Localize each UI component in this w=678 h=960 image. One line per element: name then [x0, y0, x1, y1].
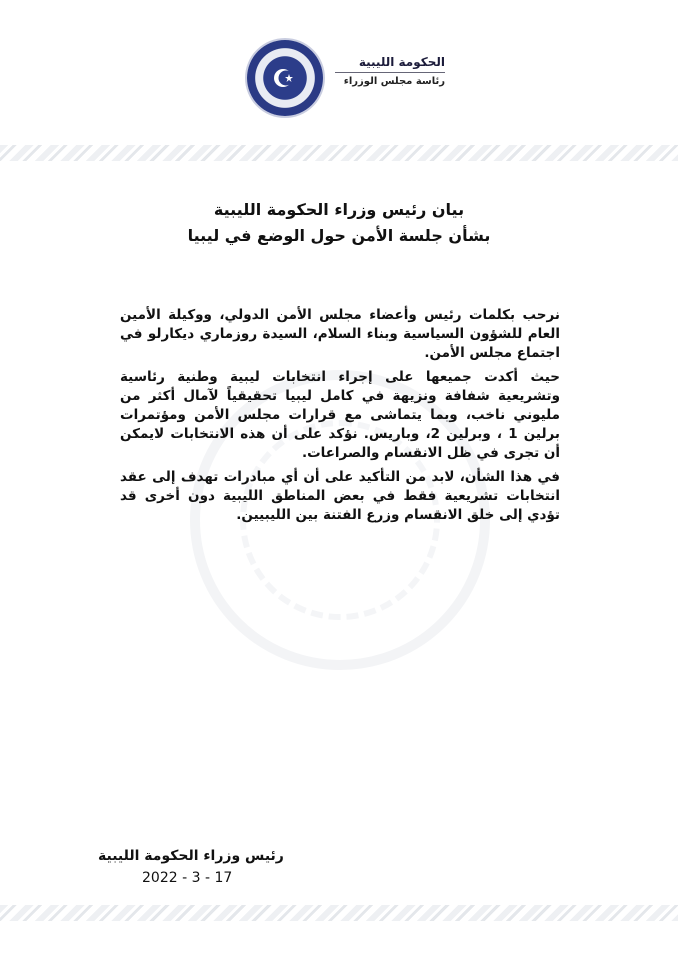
title-line-1: بيان رئيس وزراء الحكومة الليبية [213, 200, 465, 219]
document-title [0, 197, 678, 249]
decorative-band-top [0, 145, 678, 161]
paragraph: نرحب بكلمات رئيس وأعضاء مجلس الأمن الدولي، ووكيلة الأمين العام للشؤون السياسية وبناء السلام، السيدة روزماري ديكارلو في اجتماع مجلس الأمن. [120, 307, 560, 361]
date: 2022 - 3 - 17 [142, 870, 233, 886]
paragraph: حيث أكدت جميعها على إجراء انتخابات ليبية وطنية رئاسية وتشريعية شفافة ونزيهة في كامل ليبيا تحقيقياً لآمال أكثر من مليوني ناخب، وبما يتماشى مع قرارات مجلس الأمن ومؤتمرات برلين 1 ، وبرلين 2، وباريس. نؤكد على أن هذه الانتخابات لايمكن أن تجرى في ظل الانقسام والصراعات. [120, 369, 560, 461]
brand-title: الحكومة الليبية [335, 55, 445, 73]
brand-block [335, 55, 445, 87]
signature: رئيس وزراء الحكومة الليبية [98, 848, 284, 864]
paragraph: في هذا الشأن، لابد من التأكيد على أن أي مبادرات تهدف إلى عقد انتخابات تشريعية فقط في بعض المناطق الليبية دون أخرى قد تؤدي إلى خلق الانقسام وزرع الفتنة بين الليبيين. [120, 469, 560, 523]
title-line-2: بشأن جلسة الأمن حول الوضع في ليبيا [187, 226, 491, 245]
brand-subtitle: رئاسة مجلس الوزراء [343, 76, 445, 87]
government-seal-logo [247, 40, 323, 116]
decorative-band-bottom [0, 905, 678, 921]
crescent-star-icon [247, 40, 323, 116]
